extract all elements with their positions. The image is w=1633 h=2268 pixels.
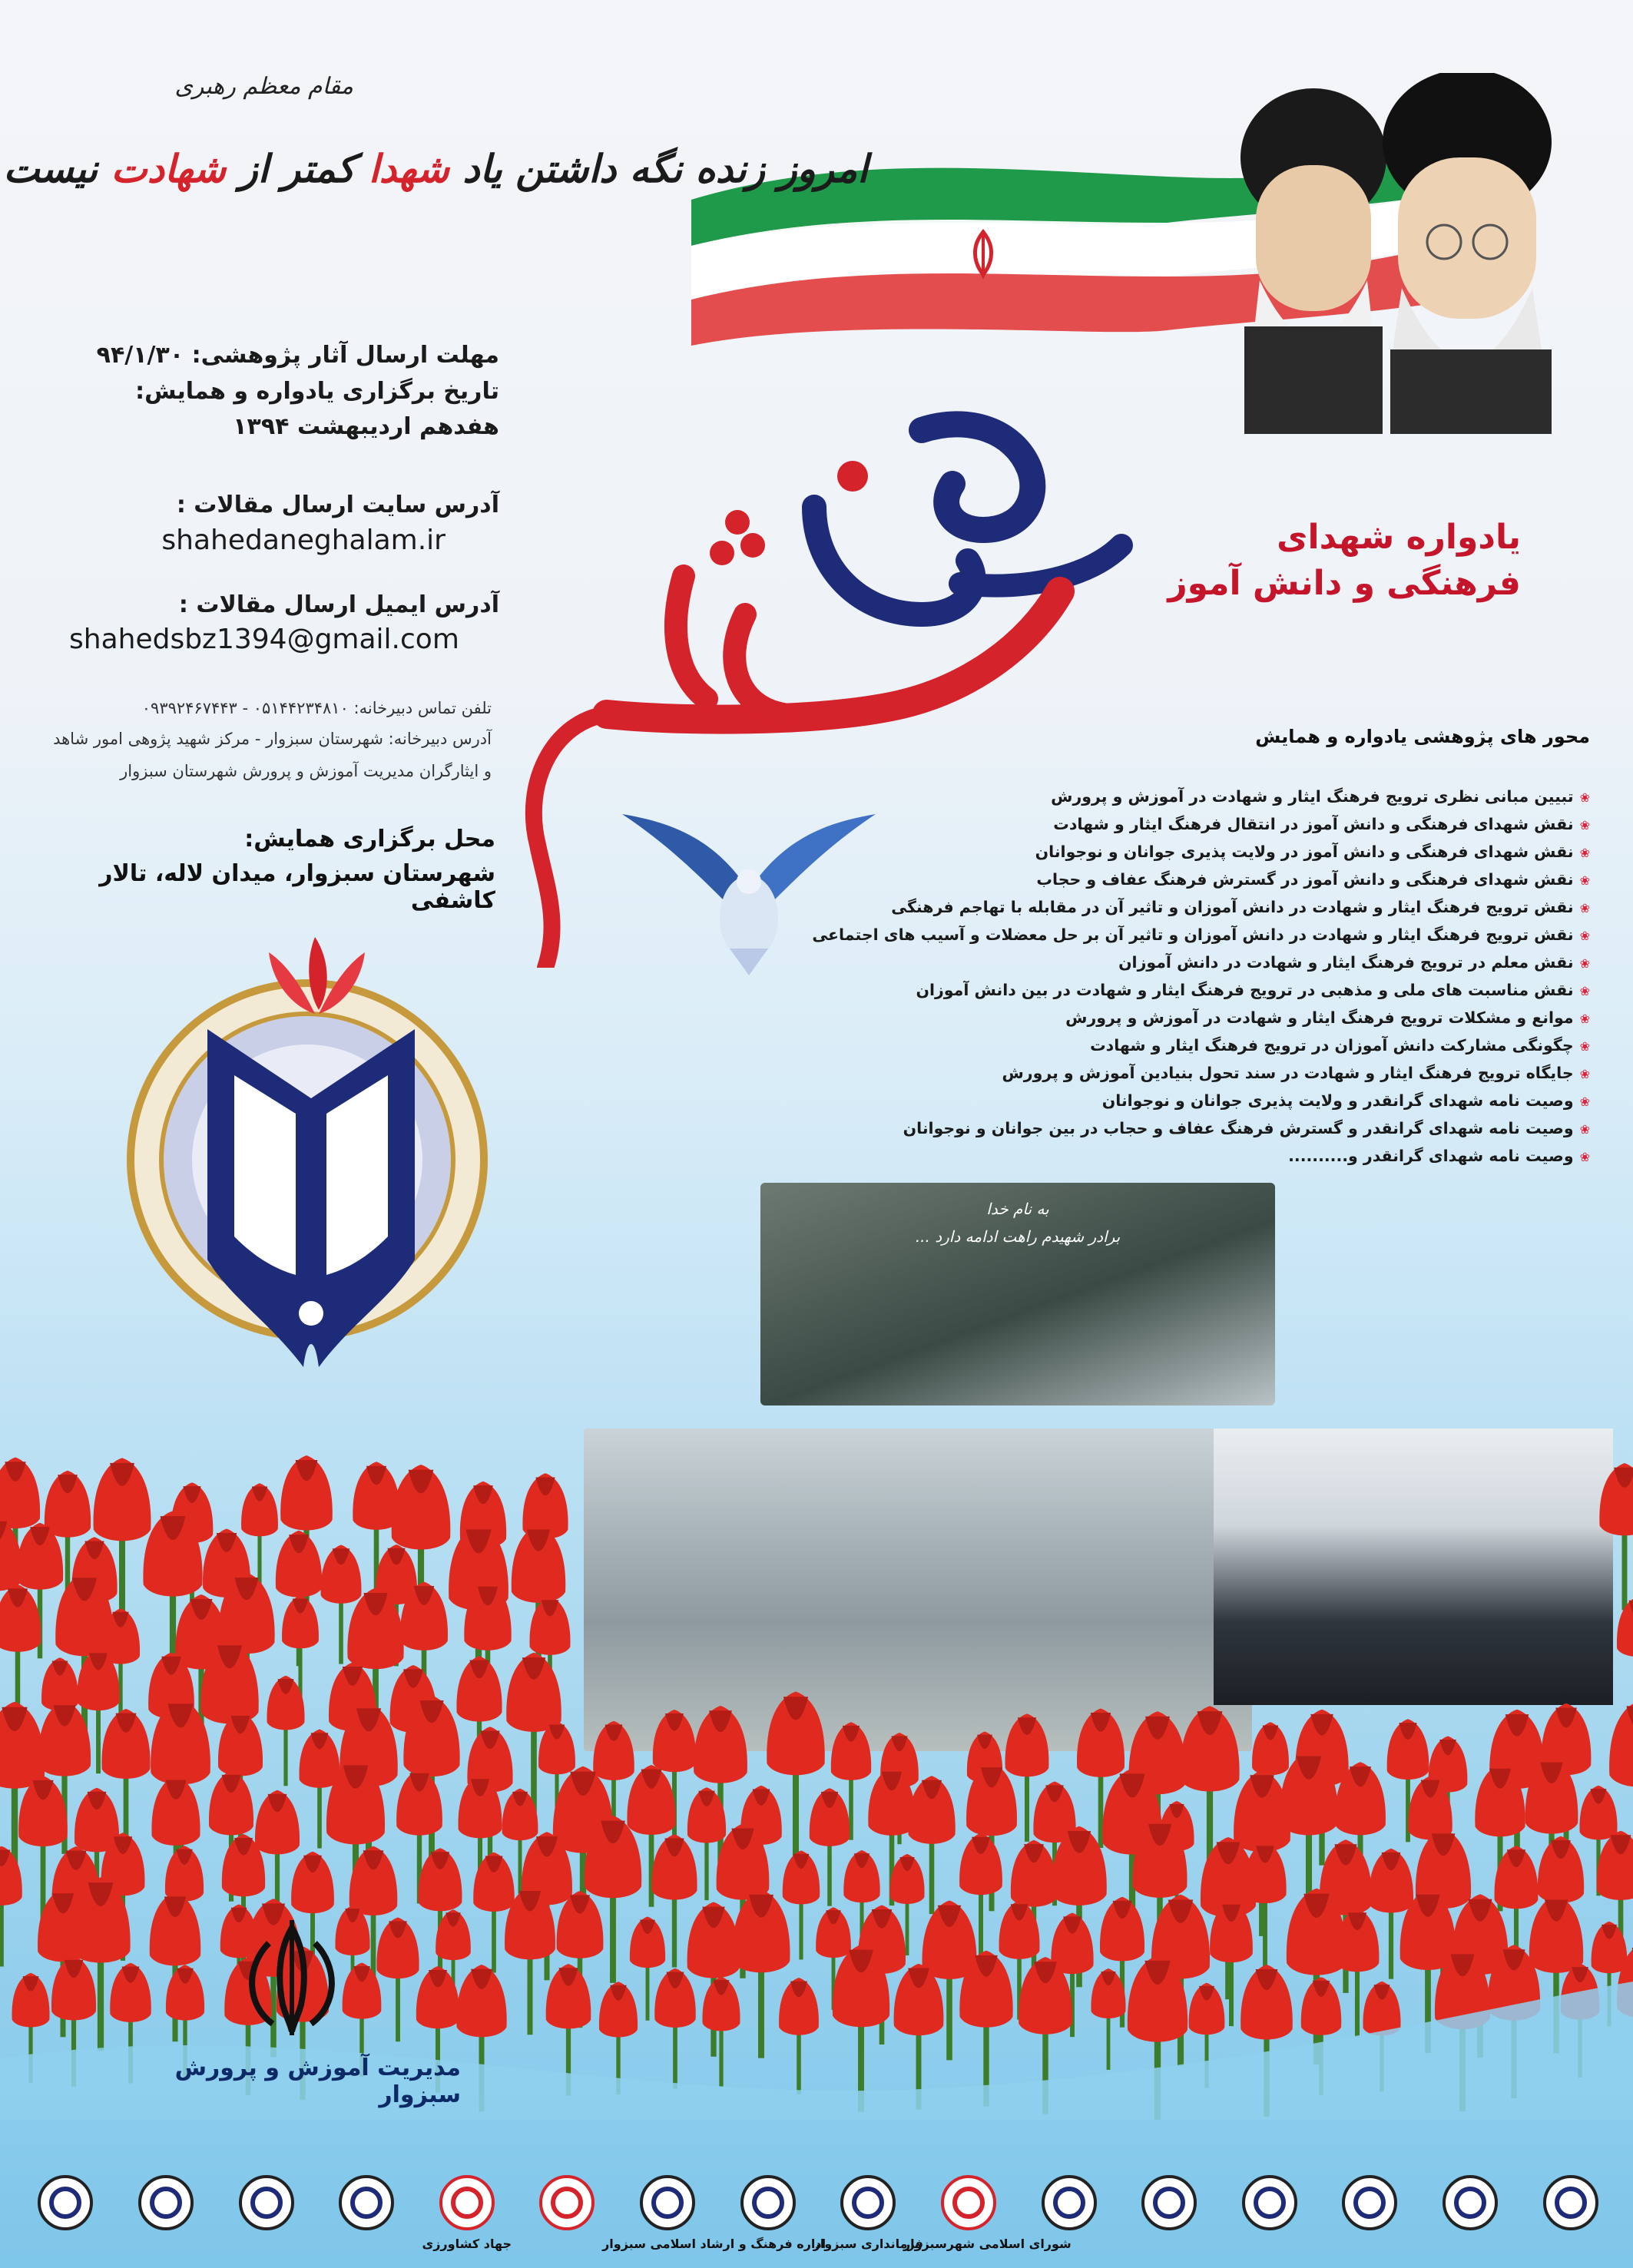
organization-name: مدیریت آموزش و پرورش سبزوار	[174, 2054, 461, 2108]
list-item	[768, 1032, 1590, 1060]
axis-text: موانع و مشکلات ترویج فرهنگ ایثار و شهادت در آموزش و پرورش	[1065, 1008, 1574, 1027]
bullet-icon: ❀	[1579, 873, 1590, 888]
agriculture-jihad-icon	[422, 2174, 512, 2251]
axis-text: تبیین مبانی نظری ترویج فرهنگ ایثار و شهادت در آموزش و پرورش	[1051, 787, 1574, 806]
axis-text: نقش معلم در ترویج فرهنگ ایثار و شهادت در دانش آموزان	[1118, 953, 1574, 972]
red-crescent-icon	[525, 2174, 609, 2250]
site-label: آدرس سایت ارسال مقالات :	[176, 492, 499, 518]
list-item	[768, 783, 1590, 811]
list-item	[768, 839, 1590, 866]
iran-emblem-icon	[230, 1920, 353, 2035]
bullet-icon: ❀	[1579, 901, 1590, 915]
axis-text: وصیت نامه شهدای گرانقدر و..........	[1288, 1147, 1574, 1165]
axis-text: وصیت نامه شهدای گرانقدر و ولایت پذیری جوانان و نوجوانان	[1101, 1091, 1574, 1110]
list-item	[768, 949, 1590, 977]
logo-caption: جهاد کشاورزی	[422, 2237, 512, 2251]
police-emblem-icon	[1529, 2174, 1613, 2250]
tulip-icon	[687, 1902, 740, 2057]
date-label: تاریخ برگزاری یادواره و همایش:	[135, 378, 499, 405]
axes-list	[768, 783, 1590, 1170]
list-item	[768, 1143, 1590, 1170]
headline-quote	[3, 146, 868, 191]
bullet-icon: ❀	[1579, 790, 1590, 805]
martyrs-foundation-icon	[1227, 2174, 1312, 2250]
bullet-icon: ❀	[1579, 956, 1590, 971]
bullet-icon: ❀	[1579, 984, 1590, 998]
basij-icon	[324, 2174, 409, 2250]
logo-caption: شورای اسلامی شهرسبزوار	[903, 2237, 1072, 2251]
seal-emblem-icon	[1127, 2174, 1211, 2250]
axis-text: جایگاه ترویج فرهنگ ایثار و شهادت در سند تحول بنیادین آموزش و پرورش	[1002, 1064, 1574, 1082]
tulip-icon	[959, 1951, 1012, 2107]
tulip-icon	[779, 1978, 819, 2094]
address-line-2: و ایثارگران مدیریت آموزش و پرورش شهرستان سبزوار	[120, 762, 492, 780]
bullet-icon: ❀	[1579, 818, 1590, 833]
tulip-icon	[702, 1977, 740, 2088]
list-item	[768, 922, 1590, 949]
tulip-icon	[654, 1968, 696, 2089]
quote-highlight: شهادت	[111, 146, 227, 191]
logo-caption: فرمانداری سبزوار	[813, 2237, 923, 2251]
city-council-icon	[903, 2174, 1072, 2251]
azad-university-icon	[124, 2174, 208, 2250]
date-value: هفدهم اردیبهشت ۱۳۹۴	[233, 413, 499, 440]
email-link[interactable]: shahedsbz1394@gmail.com	[69, 624, 459, 655]
bullet-icon: ❀	[1579, 1011, 1590, 1026]
list-item	[768, 894, 1590, 922]
tulip-icon	[894, 1964, 944, 2110]
list-item	[768, 866, 1590, 894]
deadline-text: مهلت ارسال آثار پژوهشی: ۹۴/۱/۳۰	[96, 342, 499, 369]
pen-emblem-icon	[100, 906, 561, 1405]
logo-caption: اداره فرهنگ و ارشاد اسلامی سبزوار	[602, 2237, 826, 2251]
subtitle-line-2: فرهنگی و دانش آموز	[1168, 564, 1521, 603]
tulip-icon	[1287, 1889, 1346, 2064]
quote-part: نیست	[3, 146, 98, 191]
subtitle-line-1: یادواره شهدای	[1277, 518, 1521, 557]
quote-attribution: مقام معظم رهبری	[174, 73, 353, 100]
tulip-icon	[0, 1846, 22, 1967]
quote-part: کمتر از	[239, 146, 356, 191]
site-link[interactable]: shahedaneghalam.ir	[161, 525, 446, 556]
portraits-image	[1198, 73, 1582, 434]
sponsor-logos	[15, 2174, 1621, 2258]
quote-part: امروز زنده نگه داشتن یاد	[462, 146, 868, 191]
axis-text: نقش شهدای فرهنگی و دانش آموز در انتقال فرهنگ ایثار و شهادت	[1053, 815, 1574, 833]
bullet-icon: ❀	[1579, 929, 1590, 943]
iran-emblem-icon	[602, 2174, 826, 2251]
list-item	[768, 1088, 1590, 1115]
axis-text: نقش شهدای فرهنگی و دانش آموز در گسترش فرهنگ عفاف و حجاب	[1036, 870, 1574, 889]
tulip-icon	[473, 1852, 515, 1973]
axis-text: وصیت نامه شهدای گرانقدر و گسترش فرهنگ عفاف و حجاب در بین جوانان و نوجوانان	[903, 1119, 1574, 1137]
tulip-icon	[0, 1584, 41, 1721]
list-item	[768, 811, 1590, 839]
tulip-icon	[267, 1676, 304, 1786]
axis-text: نقش مناسبت های ملی و مذهبی در ترویج فرهنگ ایثار و شهادت در بین دانش آموزان	[916, 981, 1574, 999]
list-item	[768, 977, 1590, 1005]
bullet-icon: ❀	[1579, 1067, 1590, 1081]
axis-text: نقش ترویج فرهنگ ایثار و شهادت در دانش آموزان و تاثیر آن بر حل معضلات و آسیب های اجتماعی	[812, 925, 1574, 944]
classroom-photo	[760, 1183, 1275, 1405]
iran-emblem-icon	[813, 2174, 923, 2251]
education-badge-icon	[1327, 2174, 1412, 2250]
bullet-icon: ❀	[1579, 1094, 1590, 1109]
book-logo-icon	[23, 2174, 108, 2250]
bullet-icon: ❀	[1579, 1150, 1590, 1164]
list-item	[768, 1060, 1590, 1088]
axis-text: نقش ترویج فرهنگ ایثار و شهادت در دانش آموزان و تاثیر آن در مقابله با تهاجم فرهنگی	[891, 898, 1574, 916]
axis-text: نقش شهدای فرهنگی و دانش آموز در ولایت پذیری جوانان و نوجوانان	[1035, 843, 1574, 861]
list-item	[768, 1005, 1590, 1032]
education-badge-icon	[1428, 2174, 1512, 2250]
axis-text: چگونگی مشارکت دانش آموزان در ترویج فرهنگ ایثار و شهادت	[1090, 1036, 1574, 1055]
tulip-icon	[1599, 1463, 1633, 1610]
address-line-1: آدرس دبیرخانه: شهرستان سبزوار - مرکز شهید پژوهی امور شاهد	[53, 730, 492, 748]
bullet-icon: ❀	[1579, 1122, 1590, 1137]
tulip-icon	[1617, 1597, 1633, 1718]
venue-text: شهرستان سبزوار، میدان لاله، تالار کاشفی	[99, 860, 495, 914]
axes-heading: محور های پژوهشی یادواره و همایش	[1255, 726, 1590, 747]
bullet-icon: ❀	[1579, 846, 1590, 860]
payame-noor-icon	[224, 2174, 309, 2250]
phone-text: تلفن تماس دبیرخانه: ۰۵۱۴۴۲۳۴۸۱۰ - ۰۹۳۹۲۴۶۷۴۴۳	[141, 699, 492, 717]
venue-label: محل برگزاری همایش:	[244, 826, 495, 853]
list-item	[768, 1115, 1590, 1143]
tulip-icon	[376, 1918, 419, 2042]
photo-caption: به نام خدا	[986, 1200, 1049, 1218]
quote-highlight: شهدا	[368, 146, 449, 191]
photo-caption: برادر شهیدم راهت ادامه دارد ...	[915, 1227, 1121, 1246]
email-label: آدرس ایمیل ارسال مقالات :	[178, 591, 499, 618]
bullet-icon: ❀	[1579, 1039, 1590, 1054]
